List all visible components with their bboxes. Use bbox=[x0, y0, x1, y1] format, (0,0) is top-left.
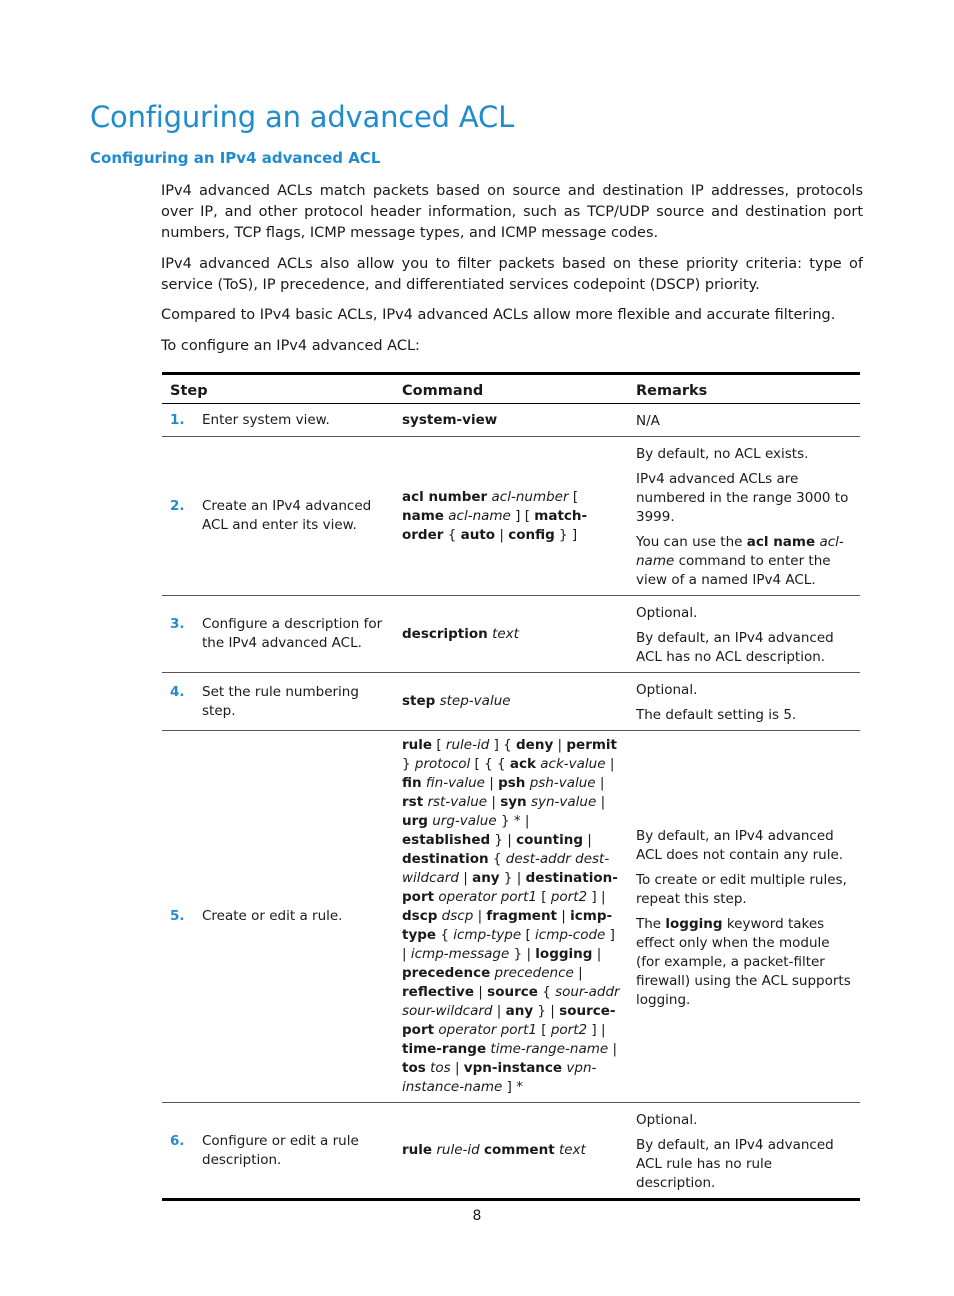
step-number: 2. bbox=[170, 498, 185, 514]
keyword: vpn-instance bbox=[463, 1060, 563, 1076]
keyword: config bbox=[508, 526, 555, 543]
remark-paragraph bbox=[636, 706, 852, 725]
text-run: { bbox=[488, 851, 506, 867]
text-run: [ bbox=[432, 737, 446, 753]
keyword: source bbox=[487, 984, 538, 1000]
keyword: rule bbox=[402, 737, 433, 753]
keyword: destination-port bbox=[402, 870, 618, 905]
argument: operator port1 bbox=[438, 1022, 537, 1038]
remark-paragraph bbox=[636, 470, 852, 527]
text-run: ] * bbox=[502, 1079, 523, 1095]
argument: operator port1 bbox=[438, 889, 537, 905]
text-run: | bbox=[458, 870, 473, 886]
text-run: | bbox=[605, 756, 615, 772]
step-cell bbox=[162, 1103, 394, 1200]
text-run: | bbox=[450, 1060, 464, 1076]
intro-paragraph-2 bbox=[161, 254, 863, 296]
keyword: psh bbox=[498, 775, 526, 791]
paragraph: To configure an IPv4 advanced ACL: bbox=[161, 338, 420, 354]
remarks-cell bbox=[628, 596, 860, 673]
text-run: ] { bbox=[489, 737, 517, 753]
text-run: IPv4 advanced ACLs are numbered in the range 3000 to 3999. bbox=[636, 471, 849, 525]
step-description: Enter system view. bbox=[202, 411, 330, 428]
text-run: { bbox=[443, 526, 461, 543]
text-run: By default, an IPv4 advanced ACL has no ACL description. bbox=[636, 630, 834, 665]
keyword: icmp-type bbox=[402, 908, 613, 943]
step-number: 3. bbox=[170, 616, 185, 632]
text-run: [ bbox=[536, 1022, 551, 1038]
keyword: source-port bbox=[402, 1003, 616, 1038]
page-title: Configuring an advanced ACL bbox=[90, 100, 515, 134]
keyword: description bbox=[402, 625, 488, 642]
command-cell bbox=[394, 1103, 628, 1200]
argument: urg-value bbox=[432, 813, 497, 829]
text-run: | bbox=[595, 775, 605, 791]
remarks-cell bbox=[628, 1103, 860, 1200]
argument: psh-value bbox=[529, 775, 596, 791]
keyword: auto bbox=[460, 526, 496, 543]
table-row bbox=[162, 1103, 860, 1200]
text-run: } bbox=[402, 756, 415, 772]
text-run: [ bbox=[568, 488, 579, 505]
argument: step-value bbox=[439, 693, 511, 709]
text-run: } | bbox=[509, 946, 536, 962]
remarks-cell bbox=[628, 437, 860, 596]
remark-paragraph bbox=[636, 681, 852, 700]
remark-paragraph bbox=[636, 445, 852, 464]
step-description: Configure or edit a rule description. bbox=[202, 1132, 359, 1168]
step-number: 6. bbox=[170, 1132, 185, 1149]
text-run: To create or edit multiple rules, repeat this step. bbox=[636, 871, 847, 907]
command-cell bbox=[394, 596, 628, 673]
text-run: By default, no ACL exists. bbox=[636, 446, 809, 462]
text-run: The bbox=[636, 915, 666, 932]
argument: sour-addr sour-wildcard bbox=[402, 984, 620, 1019]
step-cell bbox=[162, 596, 394, 673]
argument: fin-value bbox=[425, 775, 485, 791]
intro-paragraph-4 bbox=[161, 336, 863, 357]
text-run: Optional. bbox=[636, 605, 698, 621]
text-run: | bbox=[484, 775, 499, 791]
keyword: tos bbox=[402, 1060, 426, 1076]
argument: acl-name bbox=[448, 507, 511, 524]
keyword: rst bbox=[402, 794, 424, 810]
keyword: syn bbox=[500, 794, 527, 810]
text-run: Optional. bbox=[636, 1112, 698, 1128]
argument: icmp-type bbox=[453, 927, 522, 943]
keyword: name bbox=[402, 507, 444, 524]
header-step: Step bbox=[162, 374, 394, 404]
keyword: acl number bbox=[402, 488, 488, 505]
step-description: Configure a description for the IPv4 advanced ACL. bbox=[202, 616, 383, 651]
text-run: ] | bbox=[402, 927, 615, 962]
text-run: | bbox=[596, 794, 606, 810]
text-run: You can use the bbox=[636, 534, 747, 550]
step-cell bbox=[162, 673, 394, 731]
text-run: By default, an IPv4 advanced ACL does not contain any rule. bbox=[636, 827, 844, 863]
argument: rule-id bbox=[445, 737, 490, 753]
step-cell bbox=[162, 404, 394, 437]
page-number: 8 bbox=[472, 1208, 482, 1224]
text-run: ] [ bbox=[510, 507, 535, 524]
keyword: comment bbox=[484, 1142, 555, 1158]
step-cell bbox=[162, 437, 394, 596]
keyword: deny bbox=[516, 737, 554, 753]
intro-paragraph-3 bbox=[161, 305, 863, 326]
table-row bbox=[162, 731, 860, 1103]
argument: ack-value bbox=[540, 756, 606, 772]
header-command: Command bbox=[394, 374, 628, 404]
text-run: } | bbox=[490, 832, 517, 848]
table-row bbox=[162, 596, 860, 673]
text-run: | bbox=[583, 832, 592, 848]
section-title: Configuring an IPv4 advanced ACL bbox=[90, 149, 381, 167]
remarks-cell bbox=[628, 673, 860, 731]
remark-paragraph bbox=[636, 1136, 852, 1193]
text-run: N/A bbox=[636, 413, 660, 429]
keyword: step bbox=[402, 693, 436, 709]
keyword: established bbox=[402, 832, 491, 848]
command-cell bbox=[394, 404, 628, 437]
table-row bbox=[162, 437, 860, 596]
text-run: keyword takes effect only when the module (for example, a packet-filter firewall) using the ACL supports logging. bbox=[636, 915, 851, 1008]
text-run: } | bbox=[499, 870, 526, 886]
remark-paragraph bbox=[636, 871, 852, 909]
table-row bbox=[162, 673, 860, 731]
text-run: | bbox=[487, 794, 501, 810]
argument: tos bbox=[430, 1060, 451, 1076]
text-run: { bbox=[537, 984, 556, 1000]
text-run: | bbox=[473, 908, 487, 924]
remark-paragraph bbox=[636, 629, 852, 667]
keyword: dscp bbox=[402, 908, 438, 924]
argument: rst-value bbox=[427, 794, 488, 810]
keyword: time-range bbox=[402, 1041, 487, 1057]
keyword: urg bbox=[402, 813, 428, 829]
keyword: logging bbox=[535, 946, 593, 962]
step-number: 4. bbox=[170, 683, 185, 700]
argument: acl-number bbox=[491, 488, 569, 505]
keyword: fragment bbox=[486, 908, 558, 924]
remark-paragraph bbox=[636, 827, 852, 865]
text-run: | bbox=[592, 946, 602, 962]
keyword: precedence bbox=[402, 965, 491, 981]
text-run: command to enter the view of a named IPv4 ACL. bbox=[636, 553, 831, 588]
table-row bbox=[162, 404, 860, 437]
text-run: [ { { bbox=[470, 756, 510, 772]
keyword: rule bbox=[402, 1142, 433, 1158]
argument: dest-addr dest-wildcard bbox=[402, 851, 610, 886]
step-description: Create an IPv4 advanced ACL and enter its view. bbox=[202, 498, 372, 533]
keyword: any bbox=[505, 1003, 534, 1019]
argument: syn-value bbox=[530, 794, 597, 810]
argument: time-range-name bbox=[490, 1041, 609, 1057]
argument: acl-name bbox=[636, 534, 844, 569]
argument: port2 bbox=[550, 889, 588, 905]
argument: text bbox=[558, 1142, 586, 1158]
text-run: The default setting is 5. bbox=[636, 707, 797, 723]
argument: icmp-message bbox=[410, 946, 510, 962]
text-run: | bbox=[573, 965, 583, 981]
text-run: } ] bbox=[554, 526, 578, 543]
keyword: any bbox=[472, 870, 500, 886]
text-run: { bbox=[436, 927, 454, 943]
argument: protocol bbox=[414, 756, 471, 772]
remark-paragraph bbox=[636, 412, 852, 431]
paragraph: Compared to IPv4 basic ACLs, IPv4 advanced ACLs allow more flexible and accurate filtering. bbox=[161, 307, 836, 323]
remark-paragraph bbox=[636, 915, 852, 1010]
step-description: Set the rule numbering step. bbox=[202, 683, 359, 719]
text-run: | bbox=[608, 1041, 618, 1057]
step-cell bbox=[162, 731, 394, 1103]
step-number: 5. bbox=[170, 908, 185, 924]
argument: text bbox=[492, 625, 519, 642]
text-run: | bbox=[495, 526, 509, 543]
text-run: [ bbox=[536, 889, 551, 905]
command-cell bbox=[394, 673, 628, 731]
argument: dscp bbox=[441, 908, 474, 924]
keyword: destination bbox=[402, 851, 489, 867]
keyword: counting bbox=[516, 832, 584, 848]
remark-paragraph bbox=[636, 533, 852, 590]
text-run: | bbox=[474, 984, 488, 1000]
keyword: permit bbox=[566, 737, 618, 753]
step-description: Create or edit a rule. bbox=[202, 908, 343, 924]
paragraph: IPv4 advanced ACLs match packets based on source and destination IP addresses, protocols over IP, and other protocol header information, such as TCP/UDP source and destination port numbers, TCP flags, ICMP message types, and ICMP message codes. bbox=[161, 183, 863, 241]
remark-paragraph bbox=[636, 1111, 852, 1130]
step-number: 1. bbox=[170, 411, 185, 428]
keyword: acl name bbox=[746, 534, 816, 550]
text-run: Optional. bbox=[636, 682, 698, 698]
text-run: } * | bbox=[496, 813, 530, 829]
keyword: reflective bbox=[402, 984, 475, 1000]
text-run: ] | bbox=[587, 889, 606, 905]
header-remarks: Remarks bbox=[628, 374, 860, 404]
intro-paragraph-1 bbox=[161, 181, 863, 244]
argument: rule-id bbox=[436, 1142, 480, 1158]
argument: icmp-code bbox=[535, 927, 606, 943]
remarks-cell bbox=[628, 731, 860, 1103]
text-run: By default, an IPv4 advanced ACL rule has no rule description. bbox=[636, 1137, 834, 1191]
keyword: logging bbox=[665, 915, 723, 932]
text-run: | bbox=[492, 1003, 506, 1019]
text-run: | bbox=[557, 908, 571, 924]
command-cell bbox=[394, 731, 628, 1103]
argument: port2 bbox=[550, 1022, 588, 1038]
configuration-steps-table bbox=[162, 372, 860, 1201]
table-header-row bbox=[162, 374, 860, 404]
text-run: [ bbox=[521, 927, 536, 943]
remarks-cell bbox=[628, 404, 860, 437]
paragraph: IPv4 advanced ACLs also allow you to filter packets based on these priority criteria: type of service (ToS), IP precedence, and differentiated services codepoint (DSCP) priority. bbox=[161, 256, 863, 293]
text-run: | bbox=[553, 737, 567, 753]
argument: vpn-instance-name bbox=[402, 1060, 597, 1095]
command-cell bbox=[394, 437, 628, 596]
text-run: } | bbox=[533, 1003, 560, 1019]
keyword: fin bbox=[402, 775, 422, 791]
keyword: system-view bbox=[402, 411, 498, 428]
keyword: ack bbox=[509, 756, 536, 772]
argument: precedence bbox=[494, 965, 574, 981]
remark-paragraph bbox=[636, 604, 852, 623]
text-run: ] | bbox=[587, 1022, 606, 1038]
keyword: match-order bbox=[402, 507, 588, 543]
